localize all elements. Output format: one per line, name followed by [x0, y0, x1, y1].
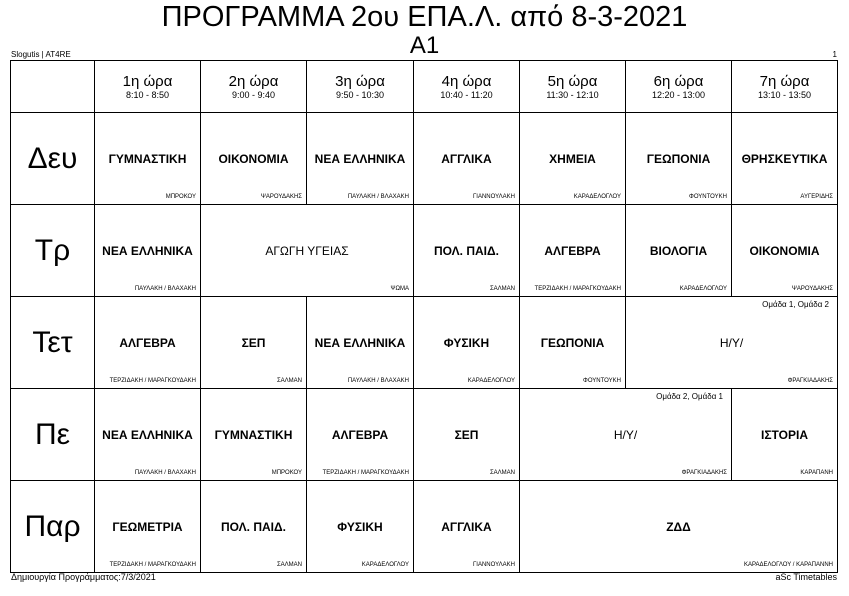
lesson-subject: ΝΕΑ ΕΛΛΗΝΙΚΑ [102, 243, 193, 258]
period-header [732, 61, 838, 113]
lesson-teacher: ΠΑΥΛΑΚΗ / ΒΛΑΧΑΚΗ [347, 378, 409, 384]
lesson-cell [414, 205, 520, 297]
period-name: 1η ώρα [122, 73, 173, 90]
lesson-subject: ΑΛΓΕΒΡΑ [119, 335, 176, 350]
lesson-cell [307, 389, 414, 481]
lesson-teacher: ΚΑΡΑΔΕΛΟΓΛΟΥ [573, 194, 621, 200]
period-time: 9:50 - 10:30 [335, 90, 385, 100]
period-name: 2η ώρα [228, 73, 279, 90]
lesson-cell [626, 297, 838, 389]
lesson-teacher: ΣΑΛΜΑΝ [489, 286, 515, 292]
lesson-subject: ΑΓΩΓΗ ΥΓΕΙΑΣ [265, 243, 349, 258]
period-header [201, 61, 307, 113]
period-header [307, 61, 414, 113]
lesson-cell [95, 389, 201, 481]
period-name: 5η ώρα [547, 73, 598, 90]
period-time: 11:30 - 12:10 [546, 90, 599, 100]
lesson-groups: Ομάδα 2, Ομάδα 1 [656, 392, 723, 401]
lesson-subject: ΝΕΑ ΕΛΛΗΝΙΚΑ [102, 427, 193, 442]
lesson-teacher: ΨΑΡΟΥΔΑΚΗΣ [791, 286, 833, 292]
period-name: 3η ώρα [335, 73, 385, 90]
lesson-subject: ΓΕΩΠΟΝΙΑ [646, 151, 711, 166]
lesson-teacher: ΠΑΥΛΑΚΗ / ΒΛΑΧΑΚΗ [134, 470, 196, 476]
day-row-tuesday [11, 205, 838, 297]
lesson-subject: ΖΔΔ [666, 519, 691, 534]
lesson-teacher: ΓΙΑΝΝΟΥΛΑΚΗ [472, 194, 515, 200]
lesson-cell [307, 113, 414, 205]
lesson-teacher: ΣΑΛΜΑΝ [489, 470, 515, 476]
lesson-cell [732, 389, 838, 481]
lesson-subject: ΑΛΓΕΒΡΑ [331, 427, 389, 442]
class-name: Α1 [409, 32, 440, 59]
lesson-cell [201, 205, 414, 297]
lesson-subject: ΓΕΩΠΟΝΙΑ [540, 335, 605, 350]
lesson-teacher: ΣΑΛΜΑΝ [276, 562, 302, 568]
lesson-teacher: ΓΙΑΝΝΟΥΛΑΚΗ [472, 562, 515, 568]
lesson-teacher: ΠΑΥΛΑΚΗ / ΒΛΑΧΑΚΗ [134, 286, 196, 292]
period-name: 4η ώρα [441, 73, 492, 90]
period-time: 13:10 - 13:50 [757, 90, 812, 100]
lesson-subject: ΑΛΓΕΒΡΑ [544, 243, 601, 258]
footer-created-date: Δημιουργία Προγράμματος:7/3/2021 [11, 572, 156, 582]
lesson-cell [95, 113, 201, 205]
lesson-teacher: ΦΡΑΓΚΙΑΔΑΚΗΣ [681, 470, 727, 476]
day-label: Παρ [11, 481, 95, 573]
lesson-subject: ΑΓΓΛΙΚΑ [441, 519, 492, 534]
lesson-cell [520, 113, 626, 205]
lesson-cell [201, 389, 307, 481]
lesson-cell [732, 113, 838, 205]
corner-cell [11, 61, 95, 113]
lesson-subject: ΝΕΑ ΕΛΛΗΝΙΚΑ [314, 151, 406, 166]
lesson-subject: ΓΥΜΝΑΣΤΙΚΗ [214, 427, 293, 442]
lesson-cell [307, 481, 414, 573]
day-row-monday [11, 113, 838, 205]
lesson-teacher: ΦΟΥΝΤΟΥΚΗ [689, 194, 727, 200]
day-row-wednesday [11, 297, 838, 389]
school-label: Slogutis | AT4RE [11, 50, 71, 59]
lesson-subject: ΒΙΟΛΟΓΙΑ [649, 243, 708, 258]
lesson-subject: ΑΓΓΛΙΚΑ [441, 151, 492, 166]
lesson-teacher: ΤΕΡΖΙΔΑΚΗ / ΜΑΡΑΓΚΟΥΔΑΚΗ [109, 562, 196, 568]
period-header [414, 61, 520, 113]
lesson-subject: ΦΥΣΙΚΗ [337, 519, 383, 534]
period-header [626, 61, 732, 113]
lesson-teacher: ΚΑΡΑΔΕΛΟΓΛΟΥ / ΚΑΡΑΠΑΝΝΗ [743, 562, 833, 568]
lesson-subject: ΙΣΤΟΡΙΑ [761, 427, 808, 442]
lesson-cell [520, 297, 626, 389]
page-title: ΠΡΟΓΡΑΜΜΑ 2ου ΕΠΑ.Λ. από 8-3-2021 [161, 1, 688, 33]
lesson-subject: ΟΙΚΟΝΟΜΙΑ [218, 151, 289, 166]
lesson-cell [201, 297, 307, 389]
period-time: 9:00 - 9:40 [231, 90, 276, 100]
lesson-cell [414, 389, 520, 481]
period-name: 6η ώρα [653, 73, 704, 90]
lesson-subject: ΠΟΛ. ΠΑΙΔ. [434, 243, 499, 258]
lesson-cell [732, 205, 838, 297]
lesson-teacher: ΤΕΡΖΙΔΑΚΗ / ΜΑΡΑΓΚΟΥΔΑΚΗ [109, 378, 196, 384]
lesson-cell [201, 481, 307, 573]
page-number: 1 [832, 50, 837, 59]
lesson-subject: ΦΥΣΙΚΗ [443, 335, 490, 350]
lesson-teacher: ΣΑΛΜΑΝ [276, 378, 302, 384]
lesson-cell [520, 481, 838, 573]
day-row-friday [11, 481, 838, 573]
period-header [520, 61, 626, 113]
lesson-cell [520, 205, 626, 297]
lesson-cell [95, 205, 201, 297]
lesson-subject: Η/Υ/ [613, 427, 638, 442]
period-time: 8:10 - 8:50 [125, 90, 170, 100]
lesson-teacher: ΚΑΡΑΠΑΝΗ [800, 470, 833, 476]
lesson-teacher: ΨΩΜΑ [390, 286, 409, 292]
period-header-row [11, 61, 838, 113]
day-label: Τρ [11, 205, 95, 297]
period-time: 10:40 - 11:20 [440, 90, 493, 100]
lesson-teacher: ΦΟΥΝΤΟΥΚΗ [583, 378, 621, 384]
day-label: Πε [11, 389, 95, 481]
lesson-cell [626, 113, 732, 205]
period-time: 12:20 - 13:00 [651, 90, 706, 100]
lesson-groups: Ομάδα 1, Ομάδα 2 [762, 300, 829, 309]
lesson-cell [95, 297, 201, 389]
lesson-subject: ΧΗΜΕΙΑ [549, 151, 596, 166]
lesson-teacher: ΜΠΡΟΚΟΥ [165, 194, 196, 200]
lesson-teacher: ΚΑΡΑΔΕΛΟΓΛΟΥ [467, 378, 515, 384]
lesson-subject: ΝΕΑ ΕΛΛΗΝΙΚΑ [314, 335, 406, 350]
lesson-subject: ΣΕΠ [454, 427, 479, 442]
lesson-teacher: ΦΡΑΓΚΙΑΔΑΚΗΣ [787, 378, 833, 384]
day-row-thursday [11, 389, 838, 481]
lesson-cell [201, 113, 307, 205]
lesson-teacher: ΑΥΓΕΡΙΔΗΣ [800, 194, 833, 200]
lesson-cell [414, 297, 520, 389]
lesson-cell [414, 481, 520, 573]
lesson-teacher: ΚΑΡΑΔΕΛΟΓΛΟΥ [361, 562, 409, 568]
period-name: 7η ώρα [759, 73, 810, 90]
lesson-subject: Η/Υ/ [719, 335, 744, 350]
lesson-subject: ΓΥΜΝΑΣΤΙΚΗ [108, 151, 187, 166]
lesson-teacher: ΠΑΥΛΑΚΗ / ΒΛΑΧΑΚΗ [347, 194, 409, 200]
day-label: Τετ [11, 297, 95, 389]
lesson-cell [307, 297, 414, 389]
lesson-cell [626, 205, 732, 297]
lesson-subject: ΓΕΩΜΕΤΡΙΑ [112, 519, 183, 534]
lesson-cell [95, 481, 201, 573]
day-label: Δευ [11, 113, 95, 205]
lesson-teacher: ΤΕΡΖΙΔΑΚΗ / ΜΑΡΑΓΚΟΥΔΑΚΗ [322, 470, 409, 476]
lesson-teacher: ΤΕΡΖΙΔΑΚΗ / ΜΑΡΑΓΚΟΥΔΑΚΗ [534, 286, 621, 292]
lesson-subject: ΟΙΚΟΝΟΜΙΑ [749, 243, 820, 258]
lesson-cell [520, 389, 732, 481]
lesson-subject: ΣΕΠ [241, 335, 266, 350]
timetable [10, 60, 838, 573]
lesson-subject: ΘΡΗΣΚΕΥΤΙΚΑ [741, 151, 828, 166]
lesson-cell [414, 113, 520, 205]
lesson-subject: ΠΟΛ. ΠΑΙΔ. [221, 519, 286, 534]
lesson-teacher: ΜΠΡΟΚΟΥ [271, 470, 302, 476]
footer-software: aSc Timetables [775, 572, 837, 582]
lesson-teacher: ΨΑΡΟΥΔΑΚΗΣ [260, 194, 302, 200]
period-header [95, 61, 201, 113]
lesson-teacher: ΚΑΡΑΔΕΛΟΓΛΟΥ [679, 286, 727, 292]
